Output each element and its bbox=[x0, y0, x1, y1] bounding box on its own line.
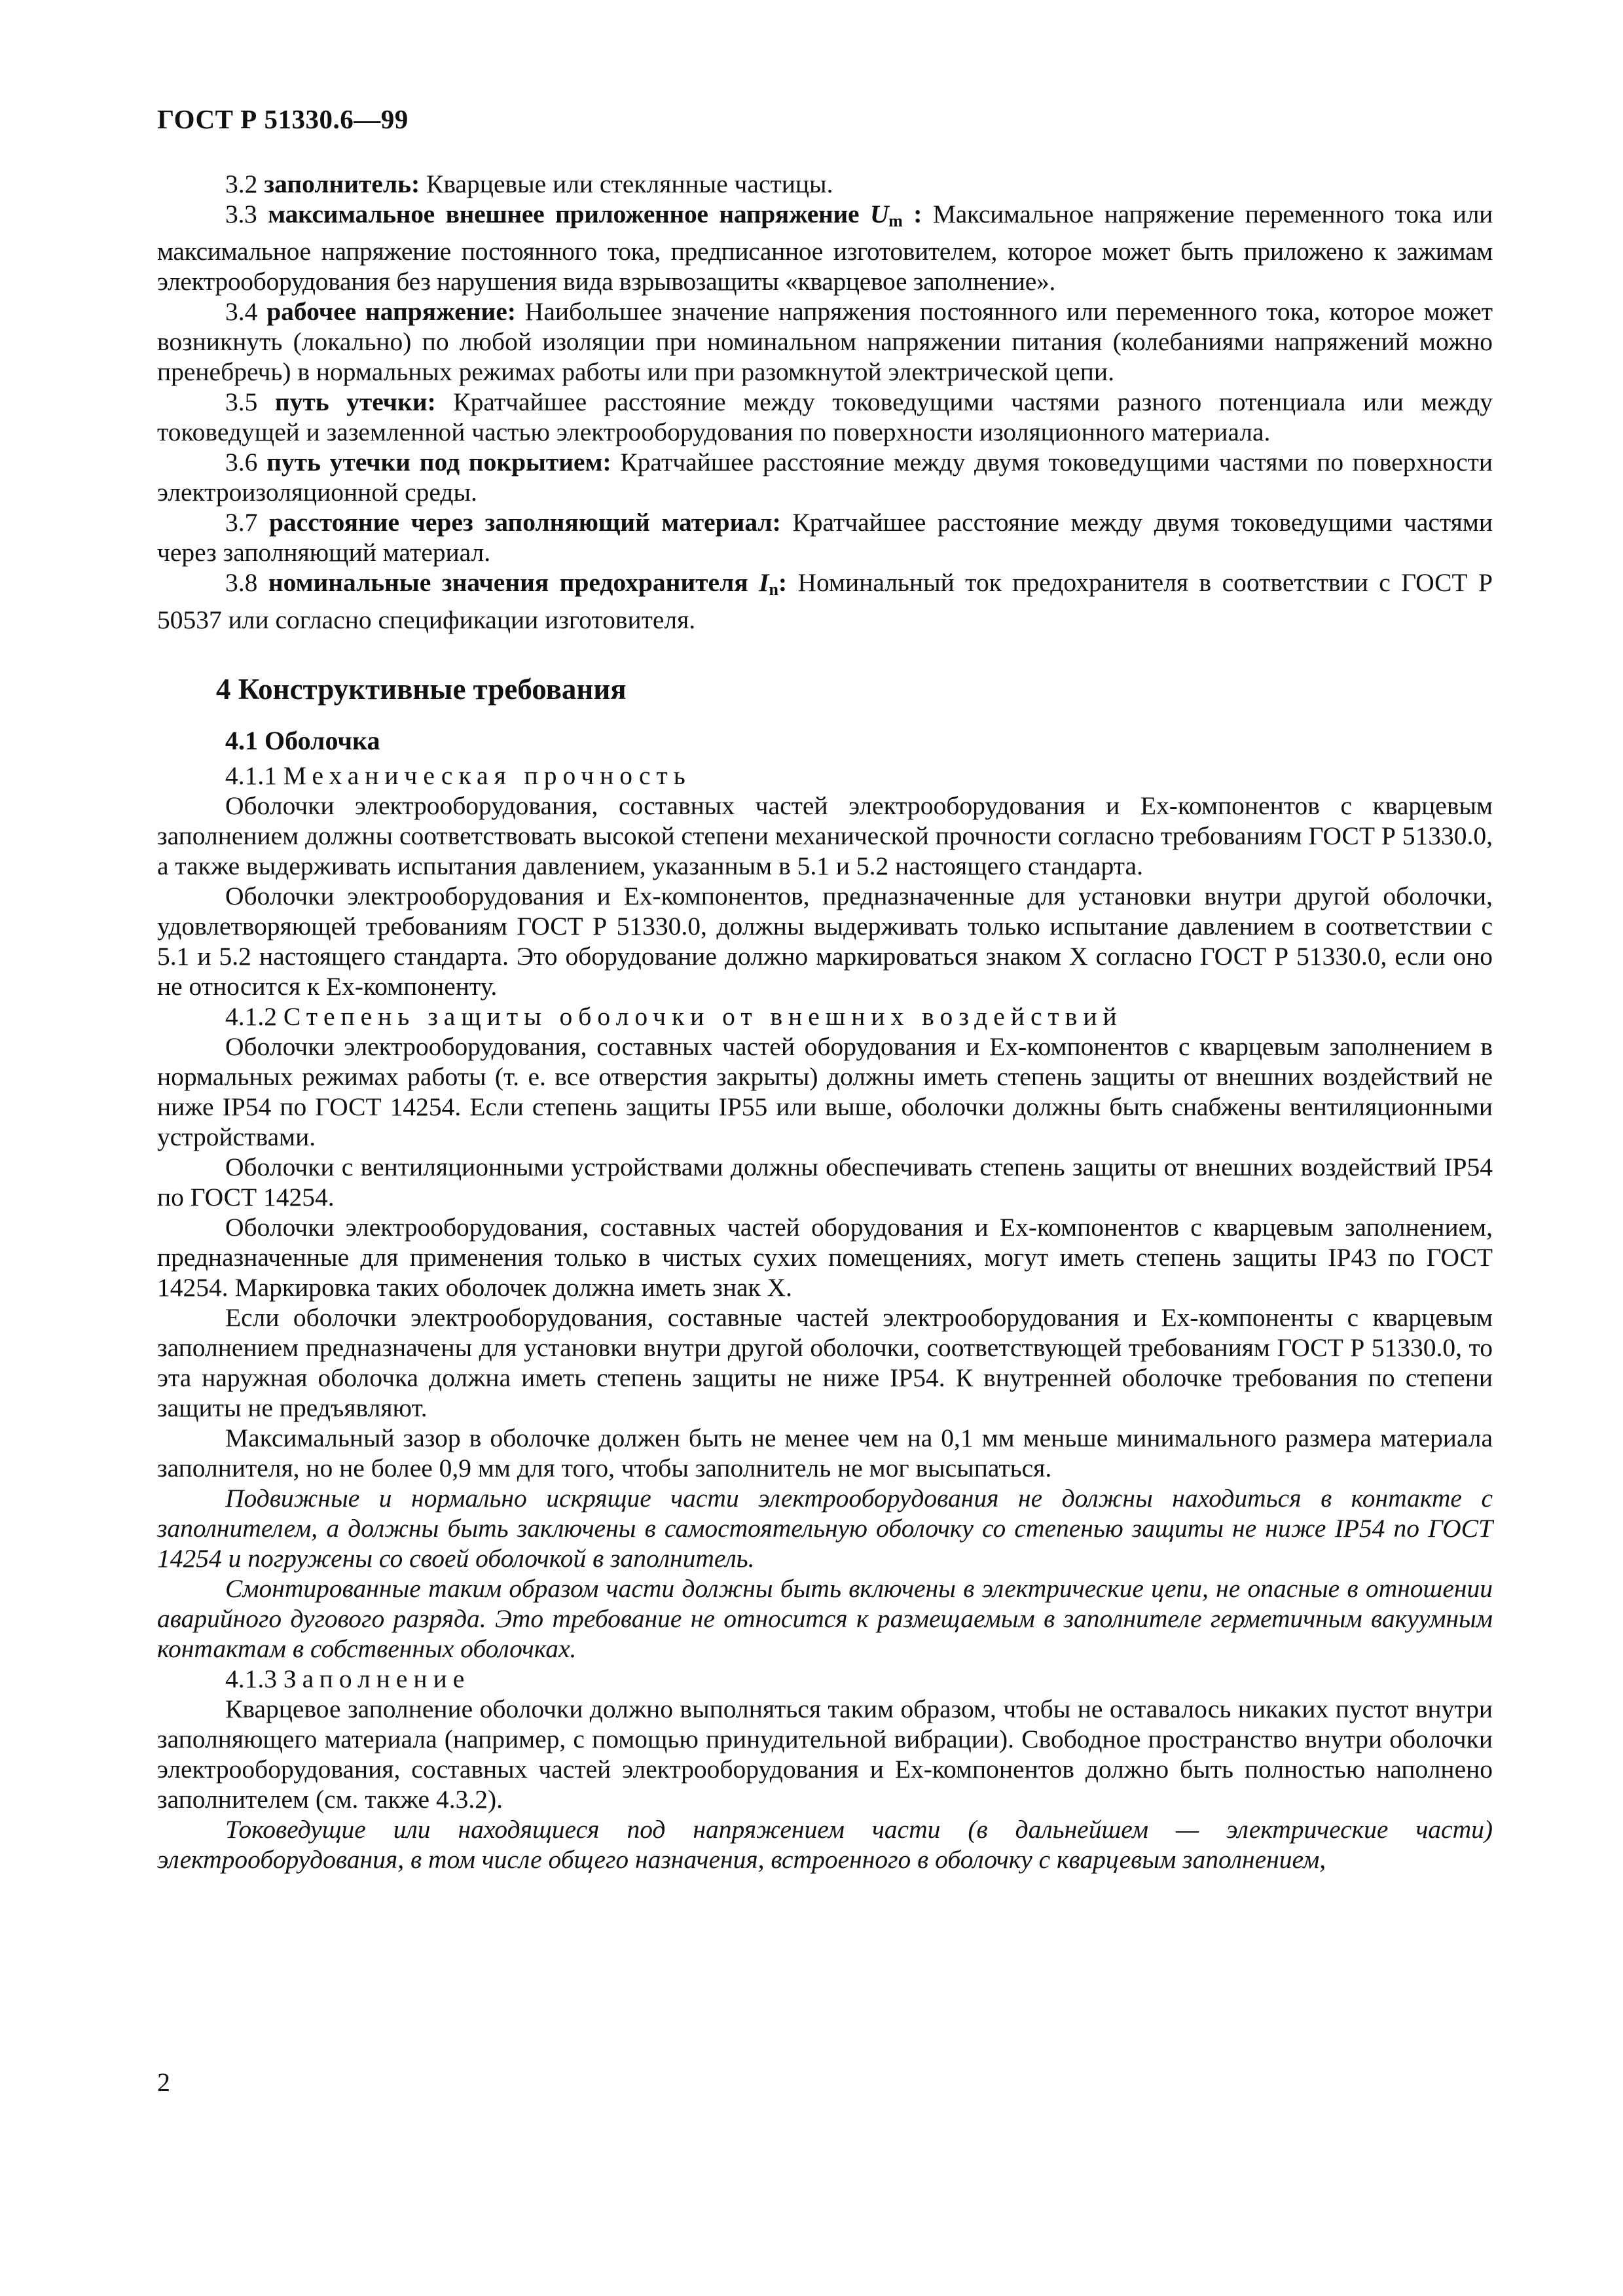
symbol-subscript: n bbox=[769, 580, 778, 599]
definition-3-4: 3.4 рабочее напряжение: Наибольшее значение напряжения постоянного или переменного тока, которое может возникнуть (локально) по любой изоляции при номинальном напряжении питания (колебаниями напряжений можно пренебречь) в нормальных режимах работы или при разомкнутой электрической цепи. bbox=[157, 297, 1493, 386]
document-body bbox=[157, 169, 1493, 1874]
section-title: 4 Конструктивные требования bbox=[216, 673, 627, 706]
clause-heading-4-1-1: 4.1.1 Механическая прочность bbox=[225, 761, 691, 790]
paragraph: Оболочки электрооборудования, составных частей оборудования и Ех-компонентов с кварцевым заполнением, предназначенные для применения только в чистых сухих помещениях, могут иметь степень защиты IP43 по ГОСТ 14254. Маркировка таких оболочек должна иметь знак X. bbox=[157, 1213, 1493, 1302]
paragraph: Кварцевое заполнение оболочки должно выполняться таким образом, чтобы не оставалось никаких пустот внутри заполняющего материала (например, с помощью принудительной вибрации). Свободное пространство внутри оболочки электрооборудования, составных частей электрооборудования и Ех-компонентов должно быть полностью наполнено заполнителем (см. также 4.3.2). bbox=[157, 1695, 1493, 1814]
italic-paragraph: Смонтированные таким образом части должны быть включены в электрические цепи, не опасные в отношении аварийного дугового разряда. Это требование не относится к размещаемым в заполнителе герметичным вакуумным контактам в собственных оболочках. bbox=[157, 1574, 1493, 1663]
paragraph: Оболочки электрооборудования, составных частей оборудования и Ех-компонентов с кварцевым заполнением в нормальных режимах работы (т. е. все отверстия закрыты) должны иметь степень защиты от внешних воздействий не ниже IP54 по ГОСТ 14254. Если степень защиты IP55 или выше, оболочки должны быть снабжены вентиляционными устройствами. bbox=[157, 1032, 1493, 1151]
definition-3-5: 3.5 путь утечки: Кратчайшее расстояние между токоведущими частями разного потенциала или между токоведущей и заземленной частью электрооборудования по поверхности изоляционного материала. bbox=[157, 387, 1493, 446]
paragraph: Оболочки электрооборудования, составных частей электрооборудования и Ех-компонентов с кварцевым заполнением должны соответствовать высокой степени механической прочности согласно требованиям ГОСТ Р 51330.0, а также выдерживать испытания давлением, указанным в 5.1 и 5.2 настоящего стандарта. bbox=[157, 791, 1493, 880]
term: максимальное внешнее приложенное напряжение bbox=[268, 200, 860, 228]
definition-3-2: 3.2 заполнитель: Кварцевые или стеклянные частицы. bbox=[225, 170, 833, 198]
term: путь утечки под покрытием: bbox=[266, 448, 611, 476]
definition-3-6: 3.6 путь утечки под покрытием: Кратчайшее расстояние между двумя токоведущими частями по поверхности электроизоляционной среды. bbox=[157, 448, 1493, 507]
term: путь утечки: bbox=[274, 387, 436, 416]
paragraph: Оболочки с вентиляционными устройствами должны обеспечивать степень защиты от внешних воздействий IP54 по ГОСТ 14254. bbox=[157, 1153, 1493, 1211]
subsection-title: 4.1 Оболочка bbox=[225, 726, 380, 755]
paragraph: Оболочки электрооборудования и Ех-компонентов, предназначенные для установки внутри другой оболочки, удовлетворяющей требованиям ГОСТ Р 51330.0, должны выдерживать только испытание давлением в соответствии с 5.1 и 5.2 настоящего стандарта. Это оборудование должно маркироваться знаком X согласно ГОСТ Р 51330.0, если оно не относится к Ех-компоненту. bbox=[157, 882, 1493, 1001]
term: заполнитель: bbox=[264, 170, 420, 198]
paragraph: Если оболочки электрооборудования, составные частей электрооборудования и Ех-компоненты с кварцевым заполнением предназначены для установки внутри другой оболочки, соответствующей требованиям ГОСТ Р 51330.0, то эта наружная оболочка должна иметь степень защиты не ниже IP54. К внутренней оболочке требования по степени защиты не предъявляют. bbox=[157, 1303, 1493, 1422]
italic-paragraph: Токоведущие или находящиеся под напряжением части (в дальнейшем — электрические части) электрооборудования, в том числе общего назначения, встроенного в оболочку с кварцевым заполнением, bbox=[157, 1815, 1493, 1874]
clause-heading-4-1-3: 4.1.3 Заполнение bbox=[225, 1664, 471, 1693]
page-number: 2 bbox=[157, 2068, 170, 2097]
symbol: I bbox=[759, 568, 769, 597]
definition-3-3: 3.3 максимальное внешнее приложенное напряжение $U_m$ : Максимальное напряжение переменного тока или максимальное напряжение постоянного тока, предписанное изготовителем, которое может быть приложено к зажимам электрооборудования без нарушения вида взрывозащиты «кварцевое заполнение». bbox=[157, 200, 1493, 296]
symbol-subscript: m bbox=[888, 211, 903, 230]
definition-3-7: 3.7 расстояние через заполняющий материал: Кратчайшее расстояние между двумя токоведущими частями через заполняющий материал. bbox=[157, 508, 1493, 567]
term: расстояние через заполняющий материал: bbox=[268, 508, 781, 537]
clause-heading-4-1-2: 4.1.2 Степень защиты оболочки от внешних воздействий bbox=[225, 1002, 1123, 1031]
paragraph: Максимальный зазор в оболочке должен быть не менее чем на 0,1 мм меньше минимального размера материала заполнителя, но не более 0,9 мм для того, чтобы заполнитель не мог высыпаться. bbox=[157, 1424, 1493, 1482]
symbol: U bbox=[869, 200, 889, 228]
definition-3-8: 3.8 номинальные значения предохранителя $I_n$: Номинальный ток предохранителя в соответствии с ГОСТ Р 50537 или согласно спецификации изготовителя. bbox=[157, 568, 1493, 634]
term: рабочее напряжение: bbox=[266, 297, 516, 326]
document-header: ГОСТ Р 51330.6—99 bbox=[157, 104, 409, 134]
term: номинальные значения предохранителя bbox=[268, 568, 748, 597]
italic-paragraph: Подвижные и нормально искрящие части электрооборудования не должны находиться в контакте с заполнителем, а должны быть заключены в самостоятельную оболочку со степенью защиты не ниже IP54 по ГОСТ 14254 и погружены со своей оболочкой в заполнитель. bbox=[157, 1484, 1493, 1573]
